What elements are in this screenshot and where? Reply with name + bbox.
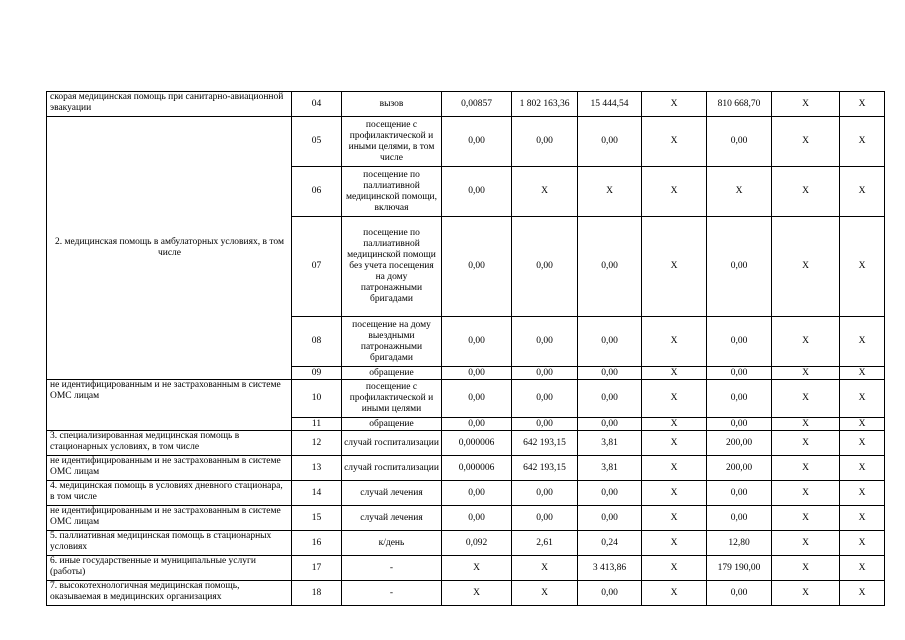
cell-value: X (512, 167, 578, 217)
cell-value: 0,00857 (442, 92, 512, 117)
cell-value: 0,00 (707, 581, 772, 606)
cell-value: 0,00 (578, 217, 642, 317)
cell-value: 0,00 (512, 380, 578, 418)
cell-value: X (442, 581, 512, 606)
cell-value: X (642, 380, 707, 418)
cell-value: 0,00 (512, 506, 578, 531)
row-name: 3. специализированная медицинская помощь в стационарных условиях, в том числе (47, 431, 292, 456)
row-name: 6. иные государственные и муниципальные услуги (работы) (47, 556, 292, 581)
cell-value: 0,00 (707, 217, 772, 317)
cell-value: X (642, 556, 707, 581)
row-name: 5. паллиативная медицинская помощь в стационарных условиях (47, 531, 292, 556)
cell-value: X (772, 380, 840, 418)
cell-value: X (578, 167, 642, 217)
cell-value: 0,00 (442, 317, 512, 367)
row-code: 06 (292, 167, 342, 217)
cell-value: X (642, 506, 707, 531)
cell-value: 0,00 (512, 217, 578, 317)
row-unit: обращение (342, 418, 442, 431)
cell-value: 200,00 (707, 456, 772, 481)
cell-value: X (772, 581, 840, 606)
cell-value: X (772, 456, 840, 481)
table-row (47, 92, 885, 117)
row-code: 11 (292, 418, 342, 431)
table-row (47, 117, 885, 167)
row-name: скорая медицинская помощь при санитарно-авиационной эвакуации (47, 92, 292, 117)
row-code: 04 (292, 92, 342, 117)
cell-value: 0,24 (578, 531, 642, 556)
cell-value: 0,00 (707, 418, 772, 431)
row-unit: посещение с профилактической и иными целями (342, 380, 442, 418)
table-row (47, 456, 885, 481)
cell-value: X (772, 117, 840, 167)
cell-value: X (642, 167, 707, 217)
cell-value: X (840, 431, 885, 456)
cell-value: 0,00 (578, 117, 642, 167)
cell-value: 3 413,86 (578, 556, 642, 581)
row-unit: обращение (342, 367, 442, 380)
cell-value: 0,00 (512, 481, 578, 506)
cell-value: X (840, 167, 885, 217)
cell-value: X (512, 581, 578, 606)
cell-value: 0,00 (707, 380, 772, 418)
cell-value: 642 193,15 (512, 456, 578, 481)
row-name: не идентифицированным и не застрахованным в системе ОМС лицам (47, 380, 292, 431)
row-name: 2. медицинская помощь в амбулаторных условиях, в том числе (47, 117, 292, 380)
cell-value: 0,00 (578, 581, 642, 606)
cell-value: X (642, 367, 707, 380)
row-code: 12 (292, 431, 342, 456)
cell-value: 179 190,00 (707, 556, 772, 581)
table-row (47, 431, 885, 456)
row-name: 7. высокотехнологичная медицинская помощь, оказываемая в медицинских организациях (47, 581, 292, 606)
table-row (47, 380, 885, 418)
cell-value: 0,00 (578, 506, 642, 531)
cell-value: X (772, 92, 840, 117)
cell-value: X (840, 380, 885, 418)
cell-value: X (642, 92, 707, 117)
row-code: 15 (292, 506, 342, 531)
row-code: 10 (292, 380, 342, 418)
cell-value: 0,000006 (442, 431, 512, 456)
cell-value: 0,00 (707, 367, 772, 380)
cell-value: 0,00 (442, 481, 512, 506)
row-unit: посещение по паллиативной медицинской помощи без учета посещения на дому патронажными бригадами (342, 217, 442, 317)
row-code: 13 (292, 456, 342, 481)
cell-value: 642 193,15 (512, 431, 578, 456)
cell-value: X (772, 367, 840, 380)
cell-value: X (442, 556, 512, 581)
cell-value: X (840, 556, 885, 581)
cell-value: X (772, 431, 840, 456)
row-unit: посещение по паллиативной медицинской помощи, включая (342, 167, 442, 217)
cell-value: 12,80 (707, 531, 772, 556)
row-code: 17 (292, 556, 342, 581)
cell-value: X (642, 581, 707, 606)
cell-value: 0,00 (578, 317, 642, 367)
cell-value: 200,00 (707, 431, 772, 456)
row-unit: - (342, 556, 442, 581)
cell-value: 0,00 (578, 481, 642, 506)
cell-value: X (840, 317, 885, 367)
cell-value: 0,00 (512, 418, 578, 431)
cell-value: X (840, 418, 885, 431)
cell-value: 1 802 163,36 (512, 92, 578, 117)
cell-value: X (707, 167, 772, 217)
cell-value: X (642, 456, 707, 481)
cell-value: 15 444,54 (578, 92, 642, 117)
cell-value: 0,00 (442, 217, 512, 317)
cell-value: X (772, 481, 840, 506)
cell-value: X (840, 367, 885, 380)
cell-value: 0,00 (442, 117, 512, 167)
cell-value: 0,000006 (442, 456, 512, 481)
cell-value: 0,00 (442, 167, 512, 217)
cell-value: 0,00 (512, 367, 578, 380)
cell-value: X (840, 506, 885, 531)
cell-value: 0,00 (442, 367, 512, 380)
cell-value: 0,00 (512, 117, 578, 167)
cell-value: 0,00 (442, 380, 512, 418)
row-name: не идентифицированным и не застрахованным в системе ОМС лицам (47, 506, 292, 531)
cell-value: X (512, 556, 578, 581)
row-unit: посещение на дому выездными патронажными бригадами (342, 317, 442, 367)
cell-value: X (840, 531, 885, 556)
cell-value: X (642, 217, 707, 317)
row-code: 16 (292, 531, 342, 556)
row-unit: - (342, 581, 442, 606)
table-row (47, 556, 885, 581)
row-unit: случай госпитализации (342, 431, 442, 456)
table-row (47, 481, 885, 506)
table-row (47, 581, 885, 606)
cell-value: X (642, 531, 707, 556)
row-code: 07 (292, 217, 342, 317)
cell-value: 3,81 (578, 456, 642, 481)
cell-value: 0,00 (442, 418, 512, 431)
cell-value: X (772, 531, 840, 556)
cell-value: 0,00 (442, 506, 512, 531)
cell-value: X (840, 217, 885, 317)
row-code: 09 (292, 367, 342, 380)
row-code: 08 (292, 317, 342, 367)
cell-value: 0,00 (578, 418, 642, 431)
row-unit: случай лечения (342, 506, 442, 531)
cell-value: X (840, 117, 885, 167)
table-row (47, 531, 885, 556)
cell-value: 3,81 (578, 431, 642, 456)
row-name: не идентифицированным и не застрахованным в системе ОМС лицам (47, 456, 292, 481)
row-unit: случай лечения (342, 481, 442, 506)
cell-value: X (642, 431, 707, 456)
row-code: 18 (292, 581, 342, 606)
cell-value: X (772, 556, 840, 581)
cell-value: X (772, 418, 840, 431)
row-unit: вызов (342, 92, 442, 117)
data-table (46, 91, 885, 606)
cell-value: X (840, 92, 885, 117)
row-unit: к/день (342, 531, 442, 556)
row-unit: посещение с профилактической и иными целями, в том числе (342, 117, 442, 167)
cell-value: 0,00 (707, 506, 772, 531)
row-name: 4. медицинская помощь в условиях дневного стационара, в том числе (47, 481, 292, 506)
cell-value: X (772, 217, 840, 317)
cell-value: 0,00 (707, 117, 772, 167)
cell-value: 0,00 (578, 380, 642, 418)
cell-value: 0,00 (707, 317, 772, 367)
cell-value: X (772, 167, 840, 217)
cell-value: 0,00 (707, 481, 772, 506)
cell-value: 810 668,70 (707, 92, 772, 117)
row-unit: случай госпитализации (342, 456, 442, 481)
table-row (47, 506, 885, 531)
cell-value: X (772, 506, 840, 531)
cell-value: X (642, 317, 707, 367)
cell-value: 0,092 (442, 531, 512, 556)
cell-value: X (642, 481, 707, 506)
row-code: 14 (292, 481, 342, 506)
cell-value: X (772, 317, 840, 367)
cell-value: 0,00 (578, 367, 642, 380)
cell-value: 0,00 (512, 317, 578, 367)
cell-value: X (840, 581, 885, 606)
cell-value: X (840, 456, 885, 481)
row-code: 05 (292, 117, 342, 167)
cell-value: X (642, 418, 707, 431)
cell-value: X (840, 481, 885, 506)
cell-value: 2,61 (512, 531, 578, 556)
cell-value: X (642, 117, 707, 167)
